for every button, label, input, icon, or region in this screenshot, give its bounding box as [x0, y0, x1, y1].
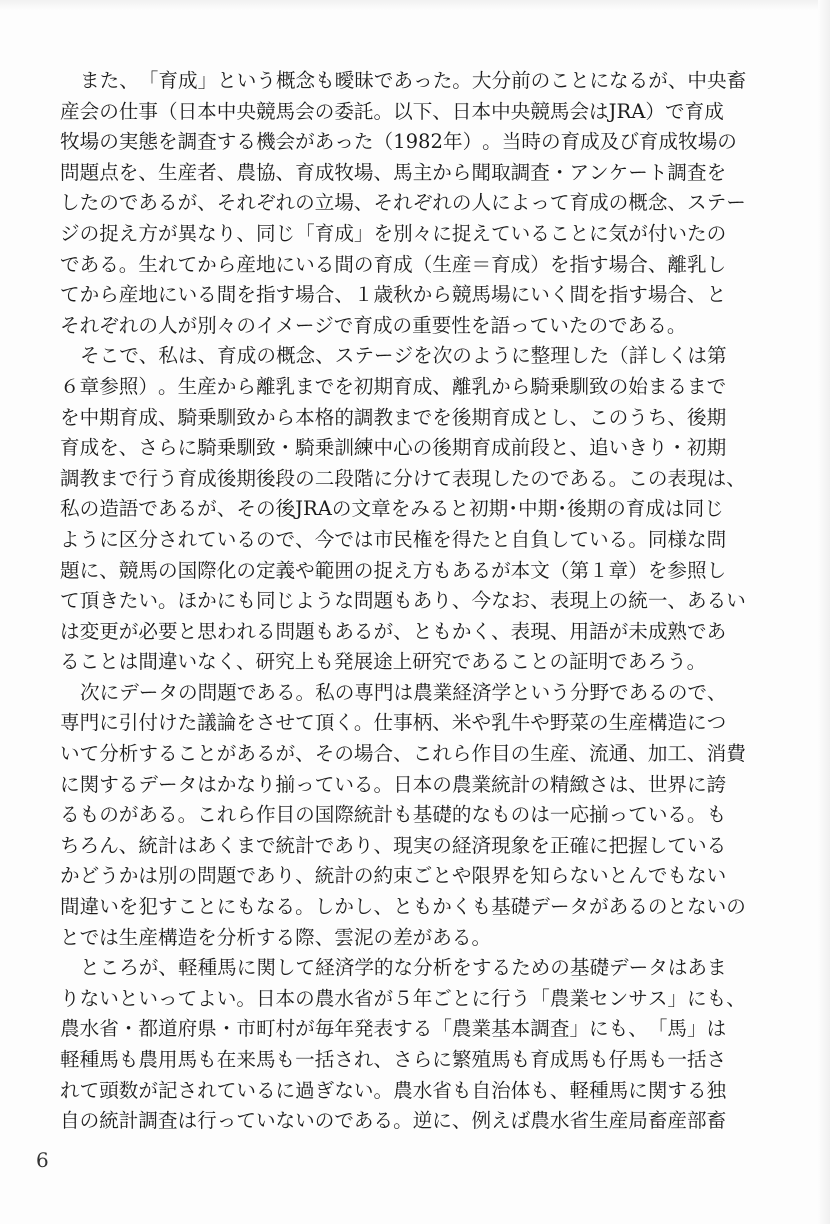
text-line: か ど う か は 別 の 問 題 で あ り 、 統 計 の 約 束 ご と や 限 界 を 知 ら な い と ん で も な い	[60, 864, 727, 888]
text-line: で あ る 。 生 れ て か ら 産 地 に い る 間 の 育 成 （ 生 産 ＝ 育 成 ） を 指 す 場 合 、 離 乳 し	[60, 252, 727, 276]
text-line: 次 に デ ー タ の 問 題 で あ る 。 私 の 専 門 は 農 業 経 済 学 と い う 分 野 で あ る の で 、	[80, 680, 727, 704]
text-line: 自 の 統 計 調 査 は 行 っ て い な い の で あ る 。 逆 に 、 例 え ば 農 水 省 生 産 局 畜 産 部 畜	[60, 1109, 727, 1133]
page-number: 6	[36, 1148, 49, 1172]
text-line: は 変 更 が 必 要 と 思 わ れ る 問 題 も あ る が 、 と も か く 、 表 現 、 用 語 が 未 成 熟 で あ	[60, 619, 727, 643]
text-line: それぞれの人が別々のイメージで育成の重要性を語っていたのである。	[60, 313, 687, 337]
page-top-edge	[0, 0, 830, 10]
text-line: 問 題 点 を 、 生 産 者 、 農 協 、 育 成 牧 場 、 馬 主 か ら 聞 取 調 査 ・ ア ン ケ ー ト 調 査 を	[60, 160, 727, 184]
text-line: よ う に 区 分 さ れ て い る の で 、 今 で は 市 民 権 を 得 た と 自 負 し て い る 。 同 様 な 問	[60, 527, 727, 551]
text-line: と こ ろ が 、 軽 種 馬 に 関 し て 経 済 学 的 な 分 析 を す る た め の 基 礎 デ ー タ は あ ま	[80, 956, 727, 980]
text-line: 私 の 造 語 で あ る が 、 そ の 後 J R A の 文 章 を み る と 初 期 ･ 中 期 ･ 後 期 の 育 成 は 同 じ	[60, 497, 724, 521]
body-text	[60, 66, 747, 1137]
page-right-edge	[818, 0, 830, 1224]
text-line: ち ろ ん 、 統 計 は あ く ま で 統 計 で あ り 、 現 実 の 経 済 現 象 を 正 確 に 把 握 し て い る	[60, 833, 727, 857]
text-line: 産 会 の 仕 事 （ 日 本 中 央 競 馬 会 の 委 託 。 以 下 、 日 本 中 央 競 馬 会 は J R A ） で 育 成	[60, 99, 724, 123]
text-line: 調 教 ま で 行 う 育 成 後 期 後 段 の 二 段 階 に 分 け て 表 現 し た の で あ る 。 こ の 表 現 は 、	[60, 466, 746, 490]
text-line: ６ 章 参 照 ） 。 生 産 か ら 離 乳 ま で を 初 期 育 成 、 離 乳 か ら 騎 乗 馴 致 の 始 ま る ま で	[60, 374, 727, 398]
text-line: に 関 す る デ ー タ は か な り 揃 っ て い る 。 日 本 の 農 業 統 計 の 精 緻 さ は 、 世 界 に 誇	[60, 772, 727, 796]
text-line: 軽 種 馬 も 農 用 馬 も 在 来 馬 も 一 括 さ れ 、 さ ら に 繁 殖 馬 も 育 成 馬 も 仔 馬 も 一 括 さ	[60, 1048, 727, 1071]
text-line: し た の で あ る が 、 そ れ ぞ れ の 立 場 、 そ れ ぞ れ の 人 に よ っ て 育 成 の 概 念 、 ス テ ー	[60, 191, 746, 215]
text-line: れ て 頭 数 が 記 さ れ て い る に 過 ぎ な い 。 農 水 省 も 自 治 体 も 、 軽 種 馬 に 関 す る 独	[60, 1078, 727, 1102]
text-line: そ こ で 、 私 は 、 育 成 の 概 念 、 ス テ ー ジ を 次 の よ う に 整 理 し た （ 詳 し く は 第	[80, 344, 727, 368]
text-line: 間 違 い を 犯 す こ と に も な る 。 し か し 、 と も か く も 基 礎 デ ー タ が あ る の と な い の	[60, 895, 746, 919]
text-line: 農 水 省 ・ 都 道 府 県 ・ 市 町 村 が 毎 年 発 表 す る 「 農 業 基 本 調 査 」 に も 、 「 馬 」 は	[60, 1017, 727, 1041]
text-line: ジ の 捉 え 方 が 異 な り 、 同 じ 「 育 成 」 を 別 々 に 捉 え て い る こ と に 気 が 付 い た の	[60, 221, 727, 245]
text-line: て 頂 き た い 。 ほ か に も 同 じ よ う な 問 題 も あ り 、 今 な お 、 表 現 上 の 統 一 、 あ る い	[60, 589, 746, 613]
text-line: 専 門 に 引 付 け た 議 論 を さ せ て 頂 く 。 仕 事 柄 、 米 や 乳 牛 や 野 菜 の 生 産 構 造 に つ	[60, 711, 727, 735]
text-line: ることは間違いなく、研究上も発展途上研究であることの証明であろう。	[60, 650, 707, 674]
text-line: 育 成 を 、 さ ら に 騎 乗 馴 致 ・ 騎 乗 訓 練 中 心 の 後 期 育 成 前 段 と 、 追 い き り ・ 初 期	[60, 436, 727, 460]
text-line: とでは生産構造を分析する際、雲泥の差がある。	[60, 925, 492, 949]
text-line: 題 に 、 競 馬 の 国 際 化 の 定 義 や 範 囲 の 捉 え 方 も あ る が 本 文 （ 第 １ 章 ） を 参 照 し	[60, 558, 727, 582]
text-line: い て 分 析 す る こ と が あ る が 、 そ の 場 合 、 こ れ ら 作 目 の 生 産 、 流 通 、 加 工 、 消 費	[60, 742, 746, 766]
text-line: り な い と い っ て よ い 。 日 本 の 農 水 省 が ５ 年 ご と に 行 う 「 農 業 セ ン サ ス 」 に も 、	[60, 986, 746, 1010]
text-line: ま た 、 「 育 成 」 と い う 概 念 も 曖 昧 で あ っ た 。 大 分 前 の こ と に な る が 、 中 央 畜	[80, 69, 747, 92]
text-line: を 中 期 育 成 、 騎 乗 馴 致 か ら 本 格 的 調 教 ま で を 後 期 育 成 と し 、 こ の う ち 、 後 期	[60, 405, 727, 429]
text-line: て か ら 産 地 に い る 間 を 指 す 場 合 、 １ 歳 秋 か ら 競 馬 場 に い く 間 を 指 す 場 合 、 と	[60, 283, 727, 307]
text-line: 牧 場 の 実 態 を 調 査 す る 機 会 が あ っ た （ 1 9 8 2 年 ） 。 当 時 の 育 成 及 び 育 成 牧 場 の	[60, 130, 737, 154]
text-line: る も の が あ る 。 こ れ ら 作 目 の 国 際 統 計 も 基 礎 的 な も の は 一 応 揃 っ て い る 。 も	[60, 803, 727, 827]
